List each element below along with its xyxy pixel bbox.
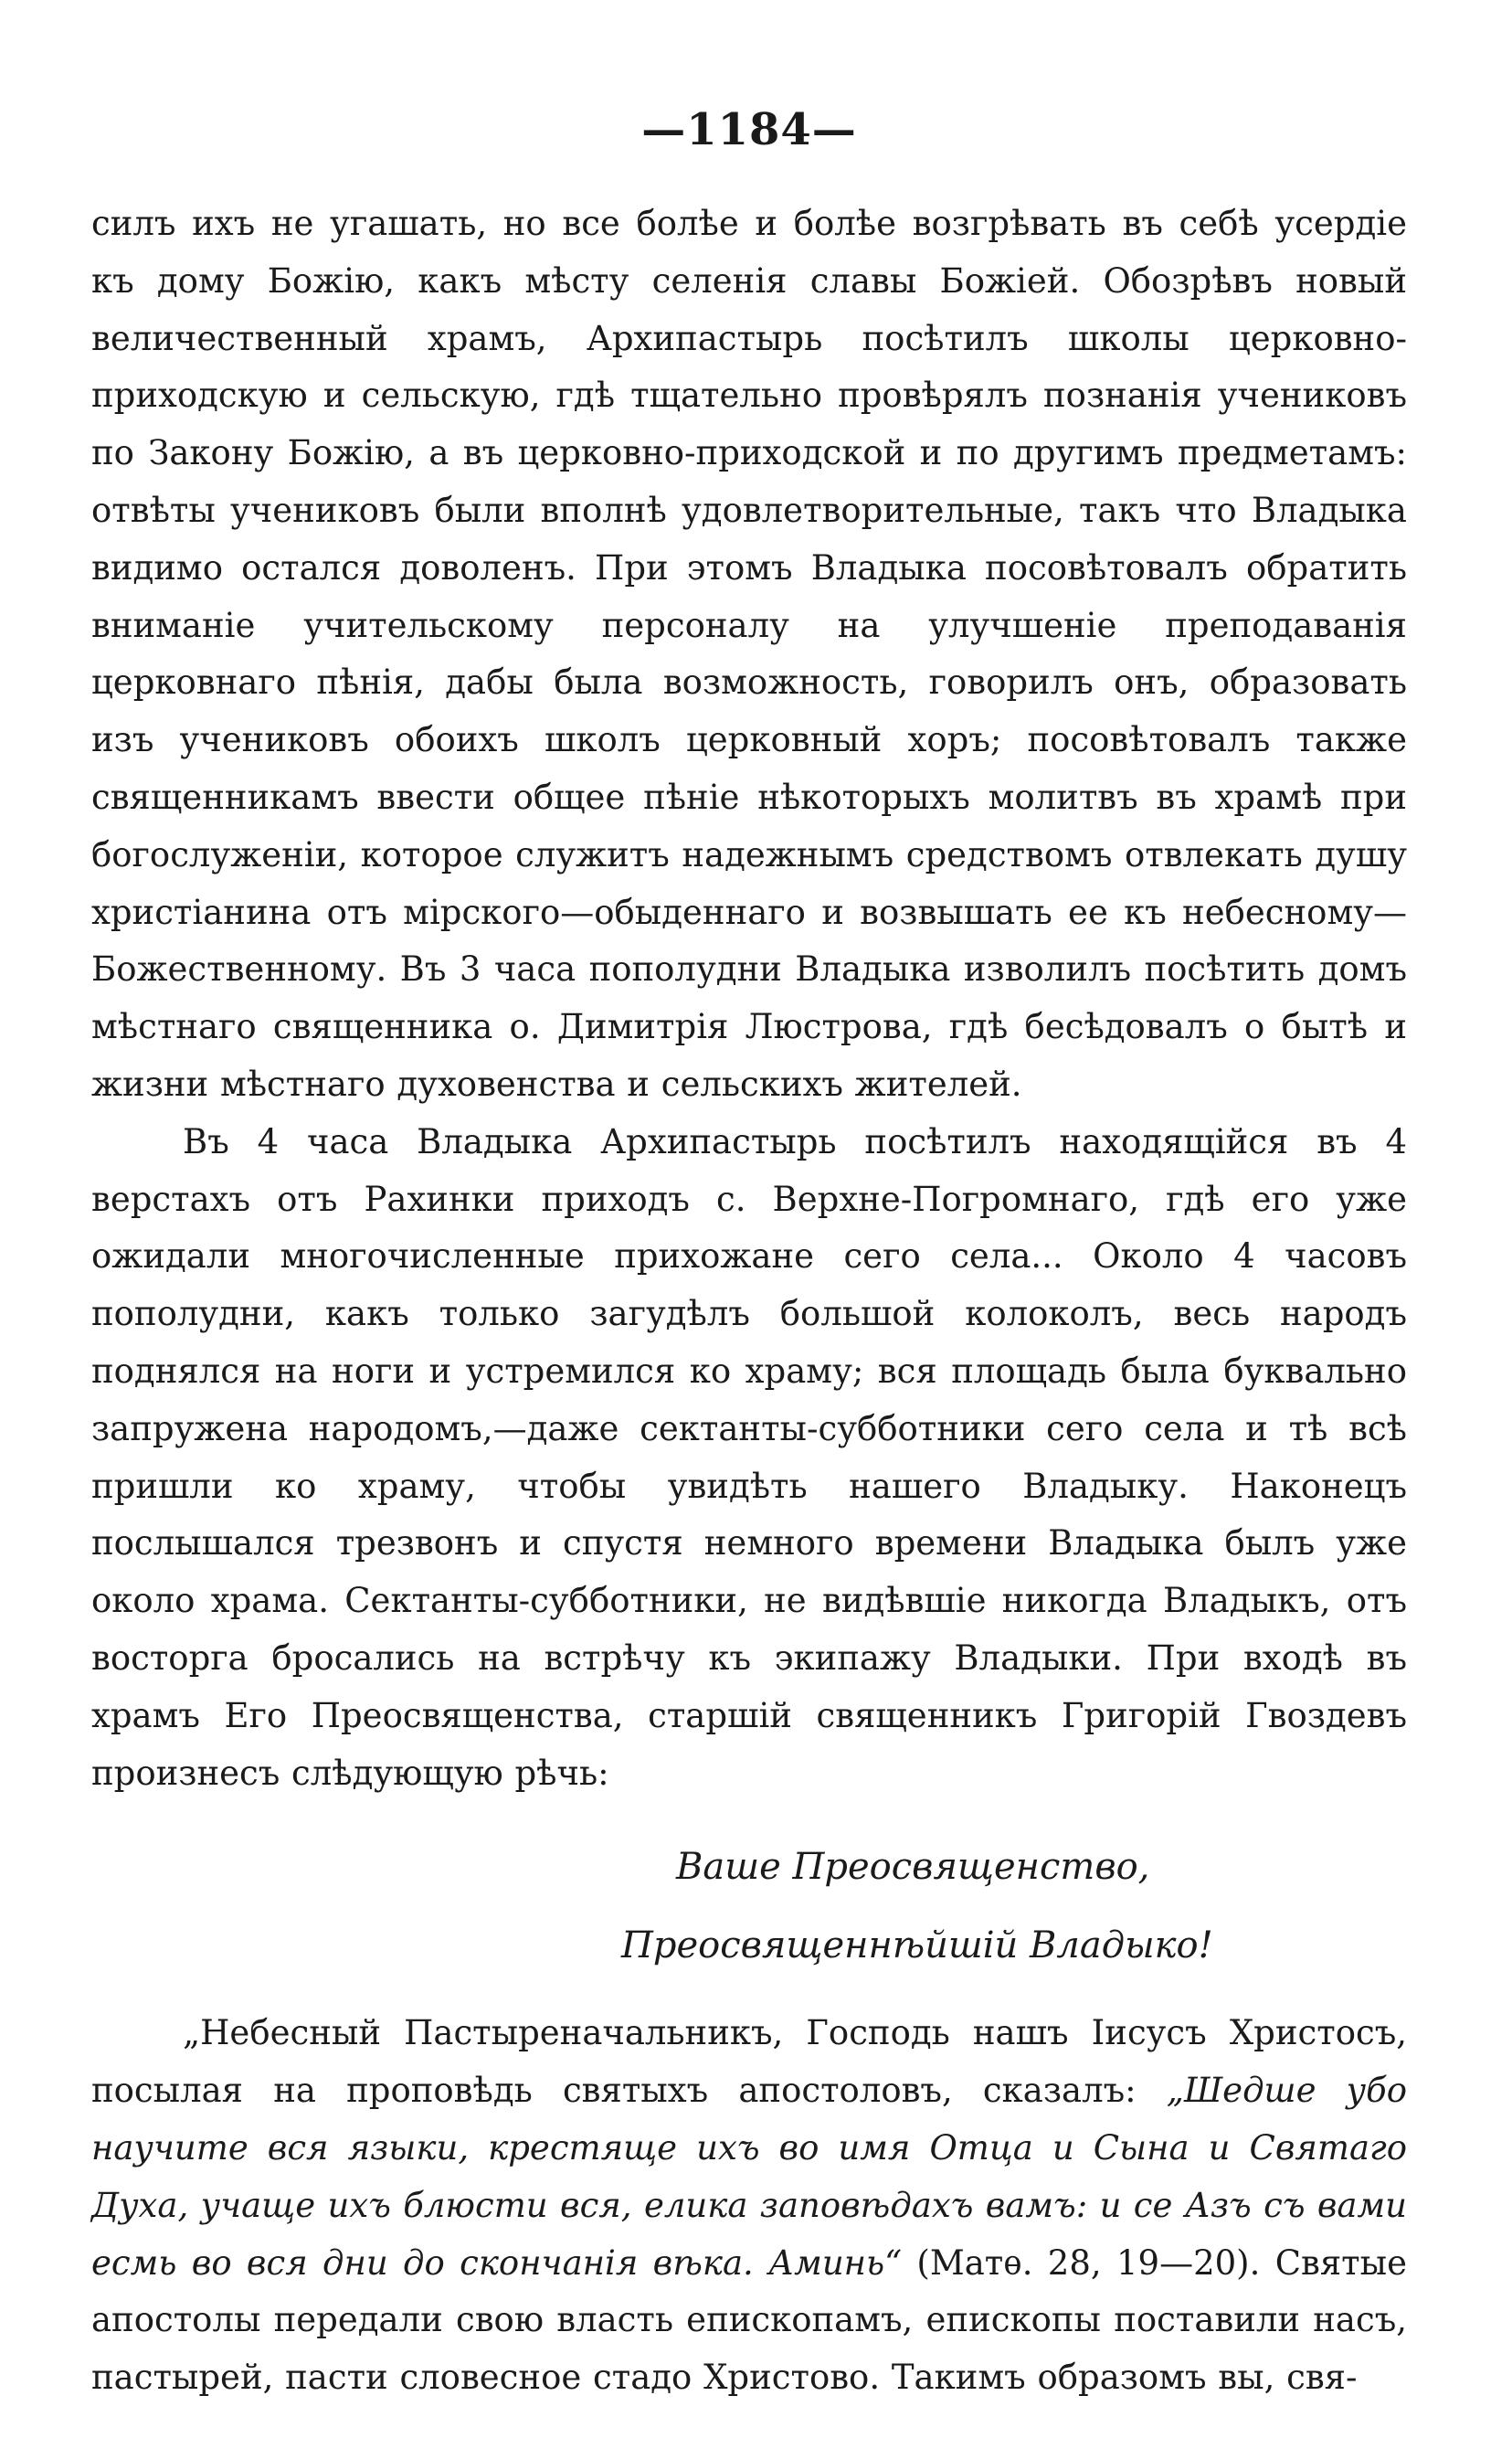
- speech-intro: „Небесный Пастыреначальникъ, Господь нашъ Іисусъ Христосъ, посылая на проповѣдь святыхъ апостоловъ, сказалъ:: [91, 2013, 1407, 2111]
- page-number: —1184—: [641, 104, 857, 155]
- scripture-reference: (Матѳ. 28, 19—20).: [902, 2242, 1261, 2283]
- scripture-quote: „Шедше убо научите вся языки, крестяще ихъ во имя Отца и Сына и Святаго Духа, учаще ихъ блюсти вся, елика заповѣдахъ вамъ: и се Азъ съ вами есмь во вся дни до скончанія вѣка. Аминь“: [91, 2071, 1407, 2283]
- book-page: [91, 101, 1407, 2407]
- paragraph-2: Въ 4 часа Владыка Архипастырь посѣтилъ находящійся въ 4 верстахъ отъ Рахинки приходъ с. Верхне-Погромнаго, гдѣ его уже ожидали многочисленные прихожане сего села... Около 4 часовъ пополудни, какъ только загудѣлъ большой колоколъ, весь народъ поднялся на ноги и устремился ко храму; вся площадь была буквально запружена народомъ,—даже сектанты-субботники сего села и тѣ всѣ пришли ко храму, чтобы увидѣть нашего Владыку. Наконецъ послышался трезвонъ и спустя немного времени Владыка былъ уже около храма. Сектанты-субботники, не видѣвшіе никогда Владыкъ, отъ восторга бросались на встрѣчу къ экипажу Владыки. При входѣ въ храмъ Его Преосвященства, старшій священникъ Григорій Гвоздевъ произнесъ слѣдующую рѣчь:: [91, 1121, 1407, 1793]
- speech-paragraph: [91, 2005, 1407, 2407]
- speech-address: [91, 1828, 1407, 1985]
- speech-continuation: Святые апостолы передали свою власть епископамъ, епископы поставили насъ, пастырей, пасти словесное стадо Христово. Такимъ образомъ вы, свя-: [91, 2242, 1407, 2398]
- address-line-2: Преосвященнѣйшій Владыко!: [621, 1924, 1213, 1967]
- paragraph-1: силъ ихъ не угашать, но все болѣе и болѣе возгрѣвать въ себѣ усердіе къ дому Божію, какъ мѣсту селенія славы Божіей. Обозрѣвъ новый величественный храмъ, Архипастырь посѣтилъ школы церковно-приходскую и сельскую, гдѣ тщательно провѣрялъ познанія учениковъ по Закону Божію, а въ церковно-приходской и по другимъ предметамъ: отвѣты учениковъ были вполнѣ удовлетворительные, такъ что Владыка видимо остался доволенъ. При этомъ Владыка посовѣтовалъ обратить вниманіе учительскому персоналу на улучшеніе преподаванія церковнаго пѣнія, дабы была возможность, говорилъ онъ, образовать изъ учениковъ обоихъ школъ церковный хоръ; посовѣтовалъ также священникамъ ввести общее пѣніе нѣкоторыхъ молитвъ въ храмѣ при богослуженіи, которое служитъ надежнымъ средствомъ отвлекать душу христіанина отъ мірского—обыденнаго и возвышать ее къ небесному—Божественному. Въ 3 часа пополудни Владыка изволилъ посѣтить домъ мѣстнаго священника о. Димитрія Люстрова, гдѣ бесѣдовалъ о бытѣ и жизни мѣстнаго духовенства и сельскихъ жителей.: [91, 204, 1407, 1104]
- address-line-1: Ваше Преосвященство,: [676, 1846, 1150, 1889]
